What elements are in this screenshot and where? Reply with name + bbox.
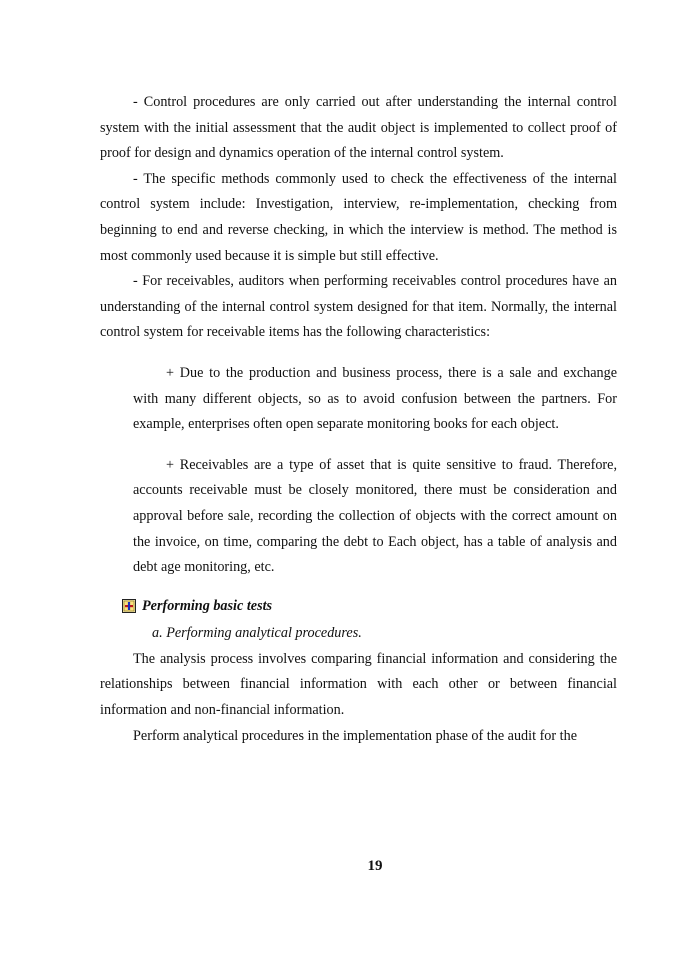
paragraph-specific-methods: - The specific methods commonly used to check the effectiveness of the internal control system include: Investigation, interview, re-implementation, checking from beginning to end and reverse checking, in which the interview is method. The method is most commonly used because it is simple but still effective.	[100, 170, 617, 264]
subsection-heading: a. Performing analytical procedures.	[152, 625, 362, 642]
paragraph-control-procedures: - Control procedures are only carried out after understanding the internal control system with the initial assessment that the audit object is implemented to collect proof of proof for design and dynamics operation of the internal control system.	[100, 94, 617, 162]
section-heading	[122, 594, 617, 620]
paragraph-perform-analytical: Perform analytical procedures in the implementation phase of the audit for the	[133, 727, 577, 744]
paragraph-analysis-process: The analysis process involves comparing financial information and considering the relationships between financial information with each other or between financial information and non-financial information.	[100, 650, 617, 719]
section-heading-text: Performing basic tests	[142, 597, 273, 614]
bullet-box-icon	[122, 599, 136, 613]
body-text	[100, 90, 617, 749]
paragraph-receivables: - For receivables, auditors when performing receivables control procedures have an understanding of the internal control system designed for that item. Normally, the internal control system for receivable items has the following characteristics:	[100, 273, 617, 341]
page-number: 19	[367, 858, 383, 874]
bullet-production-process: + Due to the production and business process, there is a sale and exchange with many different objects, so as to avoid confusion between the partners. For example, enterprises often open separate monitoring books for each object.	[133, 364, 617, 433]
bullet-receivables-fraud: + Receivables are a type of asset that is quite sensitive to fraud. Therefore, accounts receivable must be closely monitored, there must be consideration and approval before sale, recording the collection of objects with the correct amount on the invoice, on time, comparing the debt to Each object, has a table of analysis and debt age monitoring, etc.	[133, 456, 617, 576]
